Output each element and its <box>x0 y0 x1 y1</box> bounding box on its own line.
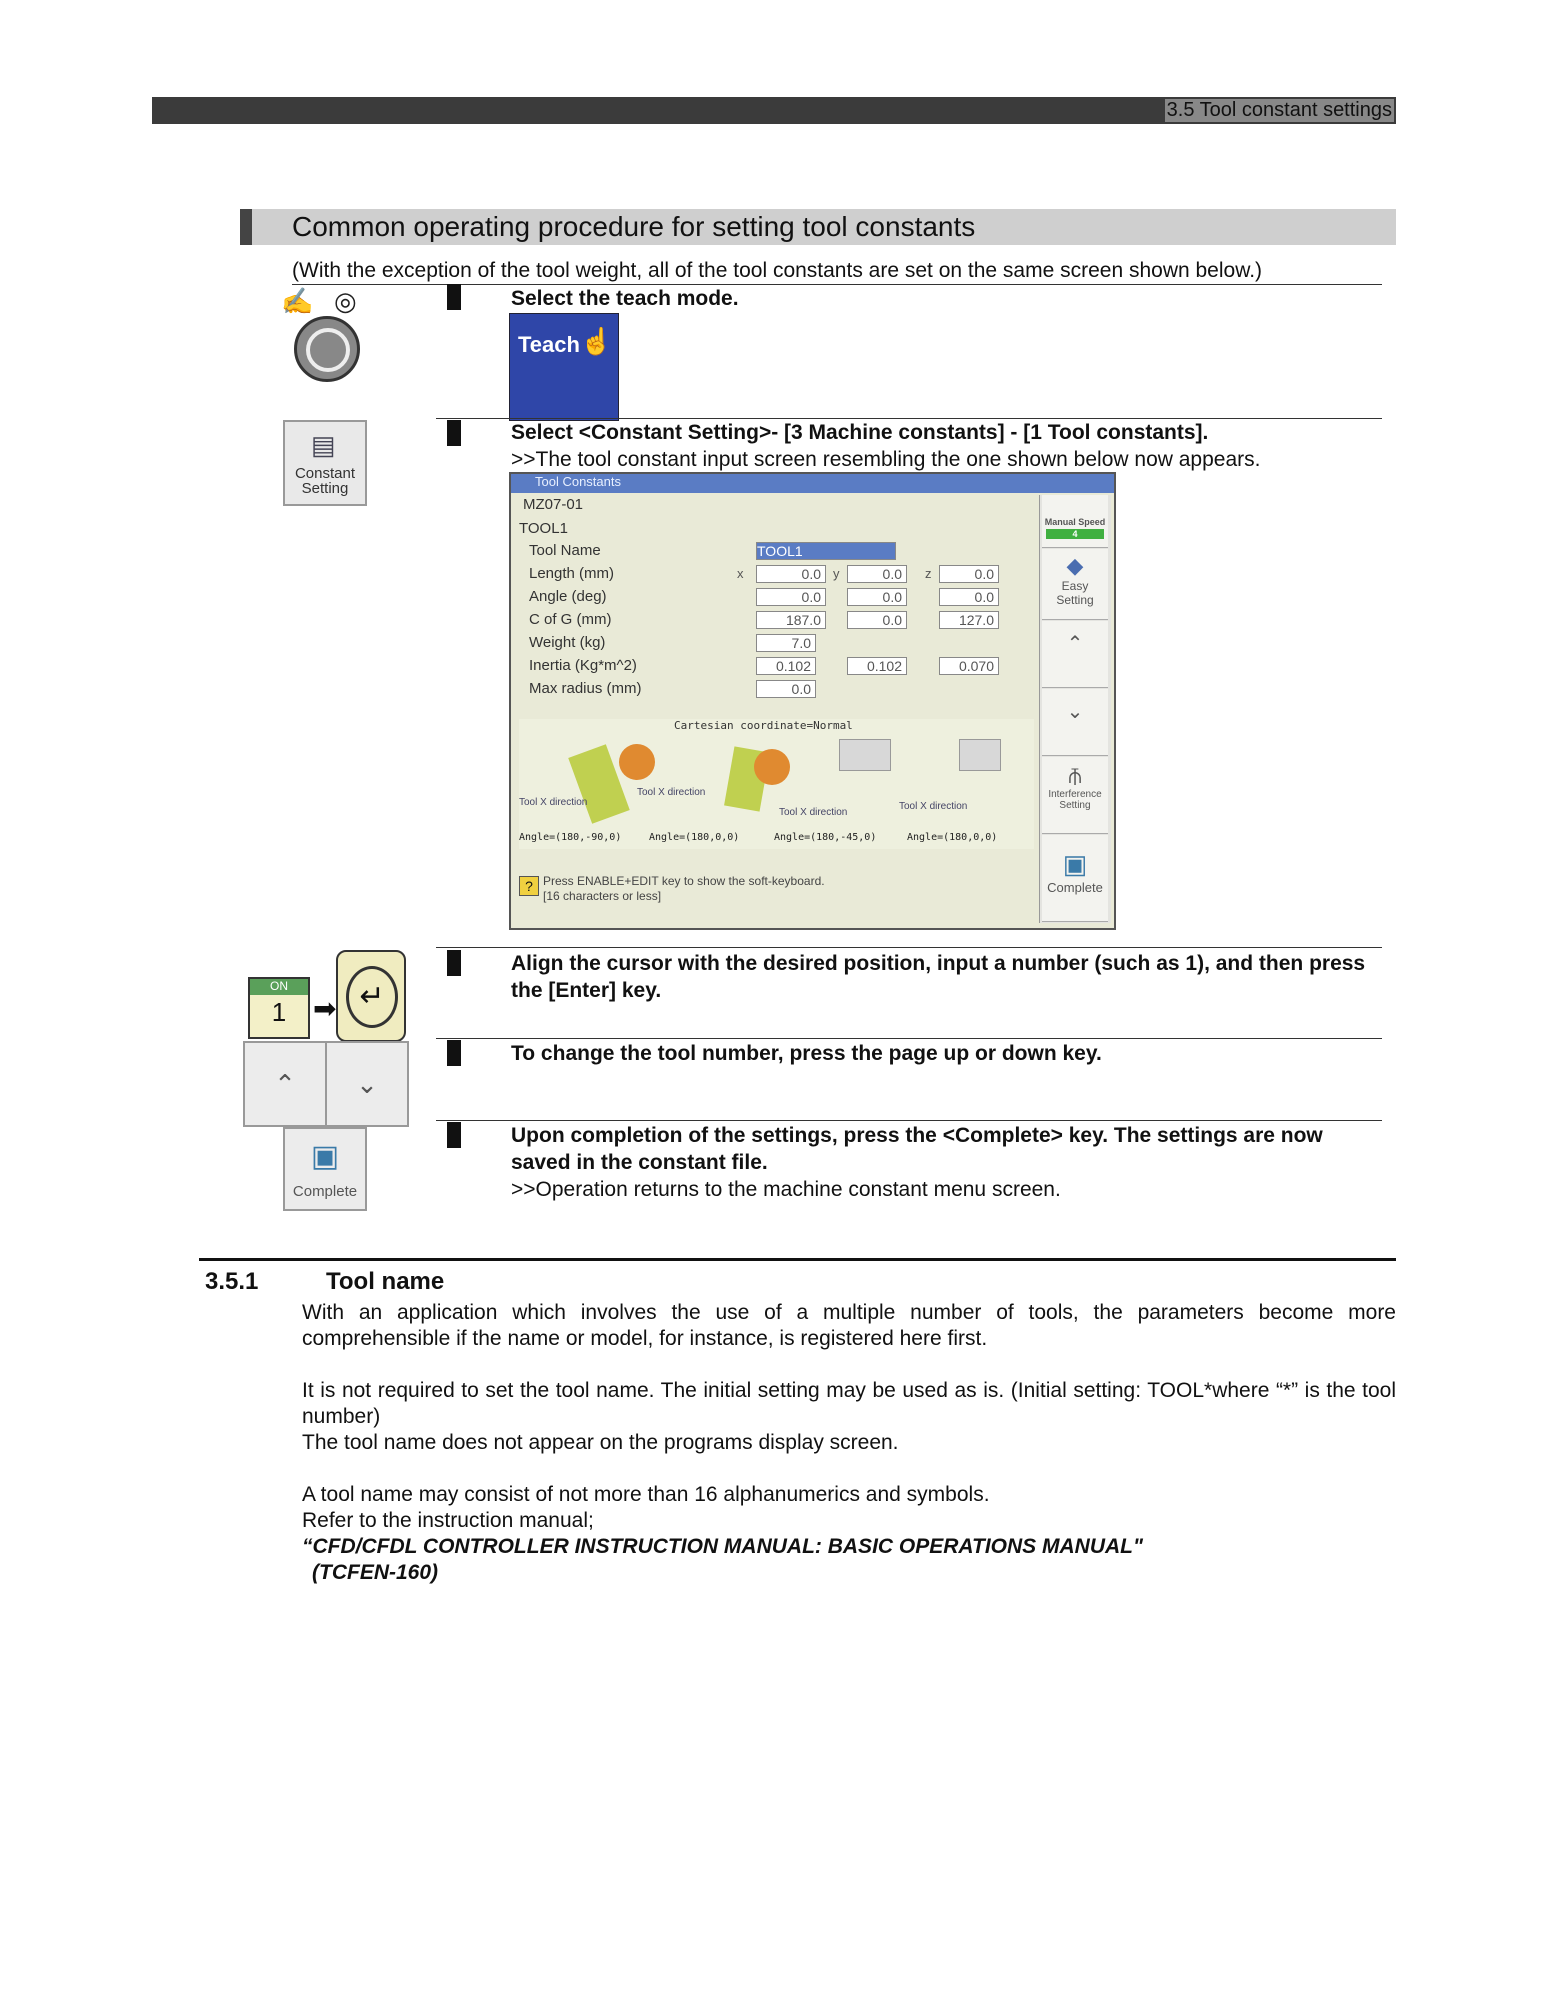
manual-reference-code: (TCFEN-160) <box>312 1561 439 1584</box>
length-y-input[interactable]: 0.0 <box>847 565 907 583</box>
step-4-marker <box>447 1040 461 1066</box>
inertia-y-input[interactable]: 0.102 <box>847 657 907 675</box>
cofg-z-input[interactable]: 127.0 <box>939 611 999 629</box>
max-radius-input[interactable]: 0.0 <box>756 680 816 698</box>
diagram-caption: Cartesian coordinate=Normal <box>674 719 853 732</box>
page-down-key[interactable]: ⌄ <box>356 1069 378 1099</box>
row-label-length: Length (mm) <box>529 565 615 582</box>
row-label-tool-name: Tool Name <box>529 542 601 559</box>
manual-speed-indicator <box>1042 495 1108 548</box>
row-label-max-radius: Max radius (mm) <box>529 680 642 697</box>
status-message <box>519 872 1024 920</box>
complete-icon: ▣ <box>310 1140 340 1173</box>
teach-button-label: Teach <box>518 332 580 357</box>
angle-label-4: Angle=(180,0,0) <box>907 832 998 843</box>
length-x-input[interactable]: 0.0 <box>756 565 826 583</box>
section-number: 3.5.1 <box>205 1268 259 1295</box>
manual-speed-value: 4 <box>1046 529 1104 539</box>
complete-side-icon: ▣ <box>1062 849 1088 879</box>
tool-orientation-diagram <box>519 719 1034 849</box>
weight-input[interactable]: 7.0 <box>756 634 816 652</box>
section-title: Tool name <box>326 1268 445 1295</box>
section-paragraph-3b: Refer to the instruction manual; <box>302 1509 594 1532</box>
manual-reference-title: “CFD/CFDL CONTROLLER INSTRUCTION MANUAL: BASIC OPERATIONS MANUAL" <box>302 1535 1143 1558</box>
page-down-icon: ⌄ <box>1066 701 1084 723</box>
page-up-key[interactable]: ⌃ <box>245 1043 327 1125</box>
tool-direction-3: Tool X direction <box>779 807 848 818</box>
hand-icon: ☝ <box>580 326 613 356</box>
arrow-right-icon: ➡ <box>313 993 337 1024</box>
step-2-marker <box>447 420 461 446</box>
interference-setting-label: Interference Setting <box>1048 789 1102 811</box>
step-1-text: Select the teach mode. <box>511 287 739 310</box>
status-line-1: Press ENABLE+EDIT key to show the soft-keyboard. <box>543 874 825 888</box>
angle-y-input[interactable]: 0.0 <box>847 588 907 606</box>
cofg-y-input[interactable]: 0.0 <box>847 611 907 629</box>
angle-label-3: Angle=(180,-45,0) <box>774 832 877 843</box>
teach-pendant-icon: ✍ <box>281 286 314 316</box>
tool-direction-1: Tool X direction <box>519 797 588 808</box>
row-label-inertia: Inertia (Kg*m^2) <box>529 657 637 674</box>
angle-label-1: Angle=(180,-90,0) <box>519 832 622 843</box>
axis-y-label: y <box>833 566 840 581</box>
step-1-marker <box>447 284 461 310</box>
tool-name-input[interactable]: TOOL1 <box>756 542 896 560</box>
page-up-icon: ⌃ <box>1066 633 1084 655</box>
step-4-text: To change the tool number, press the page up or down key. <box>511 1042 1102 1065</box>
complete-side-label: Complete <box>1047 880 1103 895</box>
tool-figure-3 <box>839 739 891 771</box>
mode-key-icon <box>294 316 360 382</box>
procedure-intro: (With the exception of the tool weight, all of the tool constants are set on the same screen shown below.) <box>292 259 1263 282</box>
step-5-text: Upon completion of the settings, press the <Complete> key. The settings are now saved in the constant file. <box>511 1124 1323 1174</box>
angle-x-input[interactable]: 0.0 <box>756 588 826 606</box>
constant-setting-label: Constant Setting <box>294 465 356 497</box>
manual-speed-label: Manual Speed <box>1044 517 1106 527</box>
screen-title-bar <box>511 474 1114 493</box>
step-2-text: Select <Constant Setting>- [3 Machine constants] - [1 Tool constants]. <box>511 421 1209 444</box>
section-paragraph-2b: The tool name does not appear on the programs display screen. <box>302 1431 899 1454</box>
interference-icon: ⫚ <box>1068 763 1082 788</box>
tool-constants-screen <box>509 472 1116 930</box>
inertia-z-input[interactable]: 0.070 <box>939 657 999 675</box>
row-label-angle: Angle (deg) <box>529 588 607 605</box>
angle-label-2: Angle=(180,0,0) <box>649 832 740 843</box>
procedure-title: Common operating procedure for setting tool constants <box>292 211 976 242</box>
row-label-cofg: C of G (mm) <box>529 611 612 628</box>
inertia-x-input[interactable]: 0.102 <box>756 657 816 675</box>
step-4-line <box>436 1038 1382 1039</box>
constant-setting-button[interactable] <box>283 420 367 506</box>
axis-z-label: z <box>925 566 932 581</box>
step-2-sub: >>The tool constant input screen resembling the one shown below now appears. <box>511 448 1261 471</box>
section-paragraph-3a: A tool name may consist of not more than 16 alphanumerics and symbols. <box>302 1483 990 1506</box>
step-5-sub: >>Operation returns to the machine constant menu screen. <box>511 1178 1061 1201</box>
mode-switch-icon: ◎ <box>334 286 357 316</box>
interference-setting-button[interactable] <box>1042 757 1108 834</box>
complete-button[interactable] <box>283 1127 367 1211</box>
step-3-marker <box>447 950 461 976</box>
status-line-2: [16 characters or less] <box>543 889 662 903</box>
section-divider <box>199 1258 1396 1261</box>
easy-setting-button[interactable] <box>1042 549 1108 620</box>
row-label-weight: Weight (kg) <box>529 634 606 651</box>
angle-z-input[interactable]: 0.0 <box>939 588 999 606</box>
easy-setting-label: Easy Setting <box>1056 579 1094 607</box>
easy-setting-icon: ◆ <box>1066 553 1084 578</box>
numeric-key[interactable] <box>248 977 310 1039</box>
page-keys <box>243 1041 409 1127</box>
page-up-button[interactable] <box>1042 621 1108 688</box>
step-3-text: Align the cursor with the desired position, input a number (such as 1), and then press the [Enter] key. <box>511 952 1366 1002</box>
axis-x-label: x <box>737 566 744 581</box>
step-5-line <box>436 1120 1382 1121</box>
page-down-button[interactable] <box>1042 689 1108 756</box>
screen-side-panel <box>1039 495 1111 923</box>
tool-direction-2: Tool X direction <box>637 787 706 798</box>
complete-label: Complete <box>292 1183 358 1200</box>
length-z-input[interactable]: 0.0 <box>939 565 999 583</box>
screen-title: Tool Constants <box>535 474 621 489</box>
section-paragraph-2a: It is not required to set the tool name. The initial setting may be used as is. (Initial setting: TOOL*where “*” is the tool number) <box>302 1379 1396 1428</box>
on-label: ON <box>250 979 308 995</box>
enter-key[interactable] <box>336 950 406 1042</box>
screen-model: MZ07-01 <box>523 496 584 513</box>
key-1-label: 1 <box>271 997 287 1027</box>
complete-side-button[interactable] <box>1042 835 1108 922</box>
procedure-title-marker <box>240 209 252 245</box>
teach-button[interactable] <box>509 313 619 421</box>
enter-icon: ↵ <box>346 966 398 1028</box>
tool-joint-1 <box>619 744 655 780</box>
tool-direction-4: Tool X direction <box>899 801 968 812</box>
section-paragraph-1: With an application which involves the use of a multiple number of tools, the parameters become more comprehensible if the name or model, for instance, is registered here first. <box>302 1301 1396 1350</box>
tool-joint-2 <box>754 749 790 785</box>
help-icon: ? <box>519 876 539 896</box>
cofg-x-input[interactable]: 187.0 <box>756 611 826 629</box>
step-5-marker <box>447 1122 461 1148</box>
step-3-line <box>436 947 1382 948</box>
constant-setting-icon: ▤ <box>311 430 336 460</box>
header-section-label: 3.5 Tool constant settings <box>1166 99 1392 121</box>
screen-tool: TOOL1 <box>519 520 568 537</box>
tool-figure-4 <box>959 739 1001 771</box>
